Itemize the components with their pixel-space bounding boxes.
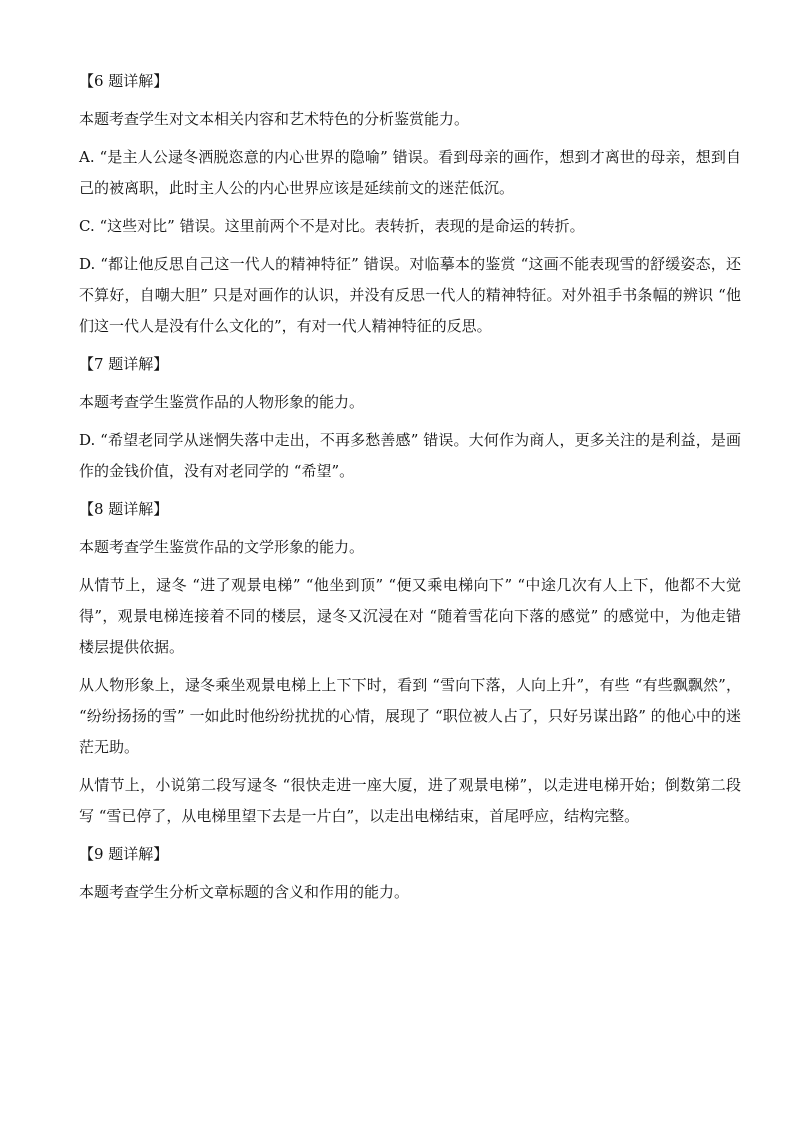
document-page — [79, 66, 741, 915]
paragraph: 从情节上，逯冬 “进了观景电梯” “他坐到顶” “便又乘电梯向下” “中途几次有人上下，他都不大觉得”，观景电梯连接着不同的楼层，逯冬又沉浸在对 “随着雪花向下落的感觉” 的感觉中，为他走错楼层提供依据。 — [79, 576, 741, 656]
section-9 — [79, 839, 741, 908]
paragraph: 本题考查学生分析文章标题的含义和作用的能力。 — [79, 883, 410, 901]
section-heading: 【9 题详解】 — [79, 845, 169, 863]
paragraph: 从人物形象上，逯冬乘坐观景电梯上上下下时，看到 “雪向下落，人向上升”，有些 “有些飘飘然”， “纷纷扬扬的雪” 一如此时他纷纷扰扰的心情，展现了 “职位被人占了，只好另谋出路” 的他心中的迷茫无助。 — [79, 676, 741, 756]
paragraph: 本题考查学生鉴赏作品的人物形象的能力。 — [79, 393, 365, 411]
paragraph: 本题考查学生鉴赏作品的文学形象的能力。 — [79, 538, 365, 556]
section-8 — [79, 494, 741, 832]
section-heading: 【7 题详解】 — [79, 355, 169, 373]
section-heading: 【6 题详解】 — [79, 72, 169, 90]
paragraph: 本题考查学生对文本相关内容和艺术特色的分析鉴赏能力。 — [79, 110, 470, 128]
section-7 — [79, 349, 741, 487]
paragraph: D. “希望老同学从迷惘失落中走出，不再多愁善感” 错误。大何作为商人，更多关注的是利益，是画作的金钱价值，没有对老同学的 “希望”。 — [79, 431, 741, 480]
paragraph: A. “是主人公逯冬洒脱恣意的内心世界的隐喻” 错误。看到母亲的画作，想到才离世的母亲，想到自己的被离职，此时主人公的内心世界应该是延续前文的迷茫低沉。 — [79, 148, 741, 197]
paragraph: 从情节上，小说第二段写逯冬 “很快走进一座大厦，进了观景电梯”，以走进电梯开始；倒数第二段写 “雪已停了，从电梯里望下去是一片白”，以走出电梯结束，首尾呼应，结构完整。 — [79, 776, 741, 825]
section-heading: 【8 题详解】 — [79, 500, 169, 518]
paragraph: C. “这些对比” 错误。这里前两个不是对比。表转折，表现的是命运的转折。 — [79, 217, 585, 235]
paragraph: D. “都让他反思自己这一代人的精神特征” 错误。对临摹本的鉴赏 “这画不能表现雪的舒缓姿态，还不算好，自嘲大胆” 只是对画作的认识，并没有反思一代人的精神特征。对外祖手书条幅的辨识 “他们这一代人是没有什么文化的”，有对一代人精神特征的反思。 — [79, 255, 741, 335]
section-6 — [79, 66, 741, 342]
